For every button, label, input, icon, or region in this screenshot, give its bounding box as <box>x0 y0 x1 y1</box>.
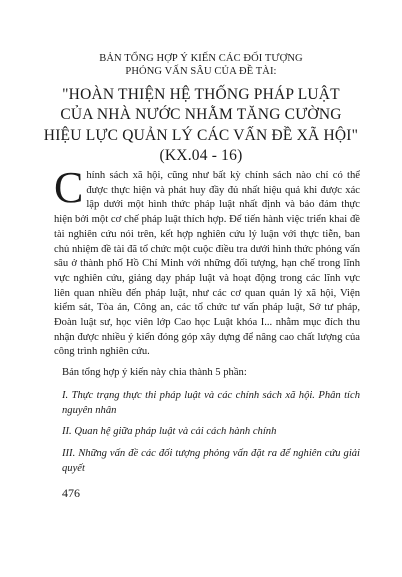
section-item-2: II. Quan hệ giữa pháp luật và cải cách hành chính <box>62 426 277 437</box>
section-item-1: I. Thực trạng thực thi pháp luật và các chính sách xã hội. Phân tích nguyên nhân <box>62 390 360 416</box>
body-paragraph-2: Bản tổng hợp ý kiến này chia thành 5 phần: <box>62 367 247 378</box>
project-code: (KX.04 - 16) <box>159 147 243 164</box>
drop-cap: C <box>54 163 84 212</box>
header-line-1: BẢN TỔNG HỢP Ý KIẾN CÁC ĐỐI TƯỢNG <box>99 53 303 64</box>
page-number: 476 <box>62 486 80 500</box>
paragraph-1-text: hính sách xã hội, cũng như bất kỳ chính sách nào chỉ có thể được thực hiện và phát huy đầy đủ nhất hiệu quả khi được xác lập dưới một hình thức pháp luật nhất định và bảo đảm thực hiện bởi một cơ chế pháp luật thích hợp. Để tiến hành việc triển khai đề tài nghiên cứu nói trên, kết hợp nghiên cứu lý luận với thực tiễn, ban chủ nhiệm đề tài đã tổ chức một cuộc điều tra dưới hình thức phỏng vấn sâu ở thành phố Hồ Chí Minh với những đối tượng, hạn chế trong lĩnh vực nghiên cứu, giảng dạy pháp luật và hoạt động trong các lĩnh vực liên quan nhiều đến pháp luật, như các cơ quan quản lý xã hội, Viện kiểm sát, Tòa án, Công an, các tổ chức tư vấn pháp luật, Sở tư pháp, Đoàn luật sư, học viên lớp Cao học Luật khóa I... nhằm mục đích thu nhận được nhiều ý kiến đóng góp xây dựng để nâng cao chất lượng của công trình nghiên cứu. <box>54 170 360 358</box>
title-line-3: HIỆU LỰC QUẢN LÝ CÁC VẤN ĐỀ XÃ HỘI" <box>43 127 359 144</box>
body-paragraph-1 <box>54 163 360 360</box>
title-line-1: "HOÀN THIỆN HỆ THỐNG PHÁP LUẬT <box>62 86 340 103</box>
title-line-2: CỦA NHÀ NƯỚC NHẰM TĂNG CƯỜNG <box>60 106 342 123</box>
page-number-wrapper <box>62 486 102 502</box>
section-item-3: III. Những vấn đề các đối tượng phỏng vấn đặt ra để nghiên cứu giải quyết <box>62 448 360 474</box>
header-line-2: PHỎNG VẤN SÂU CỦA ĐỀ TÀI: <box>125 66 277 77</box>
